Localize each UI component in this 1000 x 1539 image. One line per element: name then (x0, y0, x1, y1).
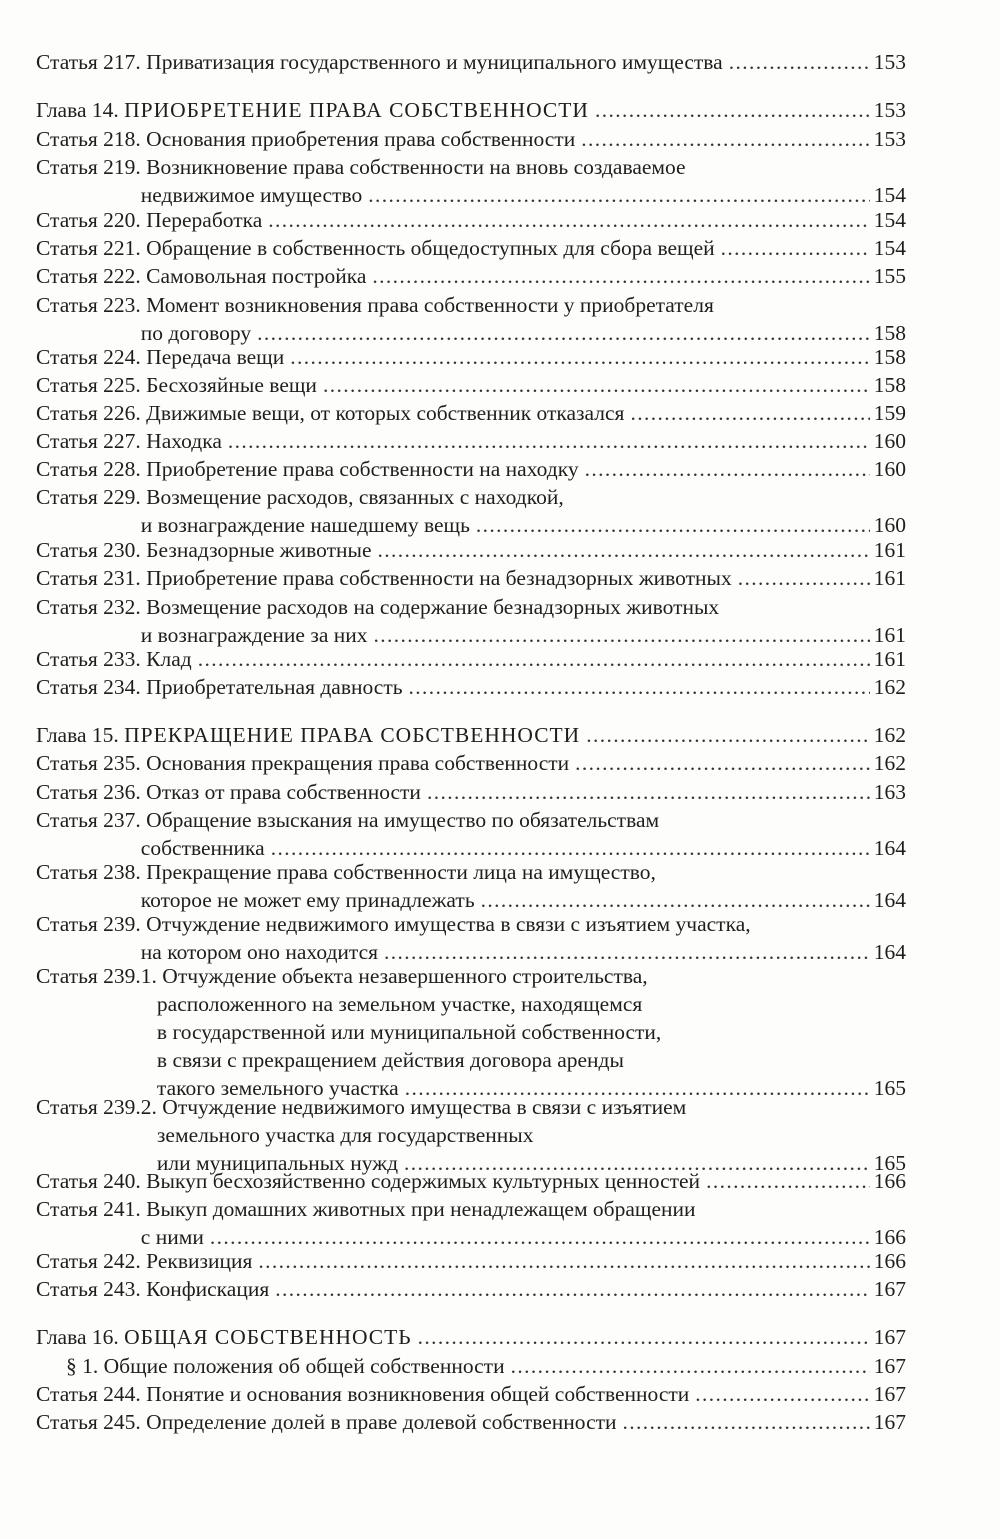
page-number: 161 (873, 538, 906, 562)
page-number: 160 (873, 457, 906, 481)
article-entry[interactable] (36, 483, 906, 539)
entry-title: Момент возникновения права собственности у приобретателя (146, 293, 714, 317)
article-entry[interactable] (36, 262, 906, 290)
dot-leader (617, 1408, 870, 1436)
article-entry[interactable] (36, 371, 906, 399)
article-entry[interactable] (36, 749, 906, 777)
article-entry[interactable] (36, 1275, 906, 1303)
article-entry[interactable] (36, 1247, 906, 1275)
article-entry[interactable] (36, 806, 906, 862)
dot-leader (689, 1380, 870, 1408)
dot-leader (262, 206, 870, 234)
entry-label: Статья 230. (36, 538, 141, 562)
entry-title: на котором оно находится (140, 940, 379, 964)
article-entry[interactable] (36, 48, 906, 76)
entry-title: Отказ от права собственности (146, 780, 421, 804)
article-entry[interactable] (36, 778, 906, 806)
entry-label: Статья 233. (36, 647, 141, 671)
page-number: 164 (873, 940, 906, 964)
entry-label: Статья 217. (36, 50, 141, 74)
entry-title: Приобретение права собственности на находку (146, 457, 579, 481)
entry-label: Статья 234. (36, 675, 141, 699)
article-entry[interactable] (36, 125, 906, 153)
chapter-entry[interactable] (36, 96, 906, 124)
page-number: 160 (873, 513, 906, 537)
entry-title: с ними (140, 1225, 204, 1249)
dot-leader (575, 125, 870, 153)
entry-label: Статья 241. (36, 1197, 141, 1221)
entry-label: Статья 242. (36, 1249, 141, 1273)
entry-label: Статья 221. (36, 236, 141, 260)
article-entry[interactable] (36, 645, 906, 673)
article-entry[interactable] (36, 343, 906, 371)
entry-title: Основания прекращения права собственности (146, 751, 570, 775)
entry-title: ПРИОБРЕТЕНИЕ ПРАВА СОБСТВЕННОСТИ (124, 98, 589, 122)
entry-title: Общие положения об общей собственности (103, 1354, 505, 1378)
page-number: 164 (873, 836, 906, 860)
page-number: 166 (873, 1249, 906, 1273)
entry-title: Возмещение расходов на содержание безнадзорных животных (146, 595, 720, 619)
entry-title: Отчуждение недвижимого имущества в связи с изъятием (162, 1095, 687, 1119)
dot-leader (580, 721, 870, 749)
entry-label: Статья 219. (36, 155, 141, 179)
dot-leader (624, 399, 870, 427)
page-number: 155 (873, 264, 906, 288)
entry-title: ПРЕКРАЩЕНИЕ ПРАВА СОБСТВЕННОСТИ (124, 723, 581, 747)
entry-label: Статья 223. (36, 293, 141, 317)
entry-label: Статья 231. (36, 566, 141, 590)
entry-label: Статья 239.1. (36, 964, 157, 988)
entry-label: Статья 220. (36, 208, 141, 232)
entry-label: Статья 237. (36, 808, 141, 832)
dot-leader (421, 778, 870, 806)
entry-label: Статья 226. (36, 401, 141, 425)
article-entry[interactable] (36, 593, 906, 649)
entry-title: Реквизиция (146, 1249, 253, 1273)
page-number: 163 (873, 780, 906, 804)
entry-label: Статья 222. (36, 264, 141, 288)
entry-title: Выкуп бесхозяйственно содержимых культурных ценностей (146, 1169, 701, 1193)
entry-label: Статья 232. (36, 595, 141, 619)
dot-leader (403, 673, 870, 701)
entry-title: Приватизация государственного и муниципального имущества (146, 50, 723, 74)
entry-label: Статья 224. (36, 345, 141, 369)
entry-label: Статья 244. (36, 1382, 141, 1406)
page-number: 167 (873, 1354, 906, 1378)
entry-title: такого земельного участка (156, 1076, 399, 1100)
page-number: 161 (873, 623, 906, 647)
article-entry[interactable] (36, 536, 906, 564)
entry-title: в государственной или муниципальной собственности, (156, 1020, 662, 1044)
entry-title: собственника (140, 836, 265, 860)
page-number: 167 (873, 1382, 906, 1406)
entry-title: Передача вещи (146, 345, 285, 369)
entry-label: Статья 240. (36, 1169, 141, 1193)
entry-title: Бесхозяйные вещи (146, 373, 317, 397)
section-entry[interactable] (36, 1352, 906, 1380)
page-number: 158 (873, 345, 906, 369)
entry-title: и вознаграждение за них (140, 623, 368, 647)
article-entry[interactable] (36, 910, 906, 966)
entry-label: Статья 228. (36, 457, 141, 481)
entry-title: Возникновение права собственности на вновь создаваемое (146, 155, 686, 179)
article-entry[interactable] (36, 291, 906, 347)
article-entry[interactable] (36, 858, 906, 914)
entry-title: и вознаграждение нашедшему вещь (140, 513, 470, 537)
article-entry[interactable] (36, 399, 906, 427)
entry-title: Возмещение расходов, связанных с находкой, (146, 485, 564, 509)
page-number: 153 (873, 98, 906, 122)
entry-title: Переработка (146, 208, 263, 232)
article-entry[interactable] (36, 427, 906, 455)
entry-label: Глава 15. (36, 723, 119, 747)
dot-leader (252, 1247, 870, 1275)
entry-title: земельного участка для государственных (156, 1123, 534, 1147)
dot-leader (372, 536, 870, 564)
entry-label: § 1. (66, 1354, 99, 1378)
entry-title: расположенного на земельном участке, находящемся (156, 992, 643, 1016)
dot-leader (222, 427, 870, 455)
page-number: 167 (873, 1410, 906, 1434)
page-number: 166 (873, 1225, 906, 1249)
article-entry[interactable] (36, 962, 906, 1102)
page-number: 165 (873, 1076, 906, 1100)
page-number: 154 (873, 236, 906, 260)
dot-leader (192, 645, 870, 673)
dot-leader (269, 1275, 870, 1303)
page-number: 167 (873, 1277, 906, 1301)
entry-title: Клад (146, 647, 192, 671)
entry-title: Обращение в собственность общедоступных для сбора вещей (146, 236, 715, 260)
article-entry[interactable] (36, 206, 906, 234)
entry-title: Прекращение права собственности лица на имущество, (146, 860, 656, 884)
entry-title: недвижимое имущество (140, 183, 363, 207)
entry-label: Глава 14. (36, 98, 119, 122)
article-entry[interactable] (36, 1380, 906, 1408)
dot-leader (362, 181, 870, 209)
entry-label: Статья 229. (36, 485, 141, 509)
page-number: 159 (873, 401, 906, 425)
dot-leader (412, 1323, 870, 1351)
dot-leader (505, 1352, 870, 1380)
dot-leader (470, 511, 870, 539)
page-number: 160 (873, 429, 906, 453)
entry-title: Основания приобретения права собственности (146, 127, 576, 151)
entry-title: или муниципальных нужд (156, 1151, 399, 1175)
entry-title: Определение долей в праве долевой собственности (146, 1410, 617, 1434)
dot-leader (715, 234, 870, 262)
entry-title: Самовольная постройка (146, 264, 367, 288)
page-number: 162 (873, 675, 906, 699)
page-number: 161 (873, 566, 906, 590)
entry-title: Безнадзорные животные (146, 538, 372, 562)
entry-title: Приобретательная давность (146, 675, 403, 699)
entry-label: Статья 243. (36, 1277, 141, 1301)
chapter-entry[interactable] (36, 1323, 906, 1351)
article-entry[interactable] (36, 564, 906, 592)
page-number: 161 (873, 647, 906, 671)
page-number: 162 (873, 723, 906, 747)
page-number: 162 (873, 751, 906, 775)
dot-leader (569, 749, 870, 777)
chapter-entry[interactable] (36, 721, 906, 749)
dot-leader (732, 564, 870, 592)
article-entry[interactable] (36, 673, 906, 701)
entry-label: Статья 235. (36, 751, 141, 775)
entry-title: Движимые вещи, от которых собственник отказался (146, 401, 625, 425)
entry-title: Обращение взыскания на имущество по обязательствам (146, 808, 660, 832)
page-number: 158 (873, 373, 906, 397)
entry-label: Статья 239. (36, 912, 141, 936)
article-entry[interactable] (36, 1408, 906, 1436)
entry-label: Глава 16. (36, 1325, 119, 1349)
page-number: 153 (873, 127, 906, 151)
entry-label: Статья 245. (36, 1410, 141, 1434)
entry-title: ОБЩАЯ СОБСТВЕННОСТЬ (124, 1325, 412, 1349)
article-entry[interactable] (36, 1093, 906, 1177)
entry-title: в связи с прекращением действия договора аренды (156, 1048, 624, 1072)
entry-title: которое не может ему принадлежать (140, 888, 475, 912)
article-entry[interactable] (36, 1195, 906, 1251)
page-number: 164 (873, 888, 906, 912)
entry-label: Статья 227. (36, 429, 141, 453)
dot-leader (579, 455, 870, 483)
dot-leader (723, 48, 870, 76)
entry-title: Приобретение права собственности на безнадзорных животных (146, 566, 732, 590)
dot-leader (317, 371, 870, 399)
page-number: 158 (873, 321, 906, 345)
article-entry[interactable] (36, 153, 906, 209)
entry-label: Статья 218. (36, 127, 141, 151)
article-entry[interactable] (36, 234, 906, 262)
article-entry[interactable] (36, 1167, 906, 1195)
page-number: 165 (873, 1151, 906, 1175)
page-number: 153 (873, 50, 906, 74)
entry-label: Статья 238. (36, 860, 141, 884)
entry-label: Статья 225. (36, 373, 141, 397)
page-number: 166 (873, 1169, 906, 1193)
dot-leader (700, 1167, 870, 1195)
dot-leader (284, 343, 870, 371)
entry-title: Выкуп домашних животных при ненадлежащем обращении (146, 1197, 696, 1221)
dot-leader (366, 262, 870, 290)
entry-title: Конфискация (146, 1277, 270, 1301)
entry-label: Статья 236. (36, 780, 141, 804)
entry-title: Находка (146, 429, 222, 453)
entry-label: Статья 239.2. (36, 1095, 157, 1119)
entry-title: Отчуждение объекта незавершенного строительства, (162, 964, 648, 988)
entry-title: по договору (140, 321, 252, 345)
page-number: 154 (873, 208, 906, 232)
entry-title: Понятие и основания возникновения общей собственности (146, 1382, 690, 1406)
page-number: 167 (873, 1325, 906, 1349)
dot-leader (589, 96, 870, 124)
page-number: 154 (873, 183, 906, 207)
article-entry[interactable] (36, 455, 906, 483)
entry-title: Отчуждение недвижимого имущества в связи с изъятием участка, (146, 912, 751, 936)
